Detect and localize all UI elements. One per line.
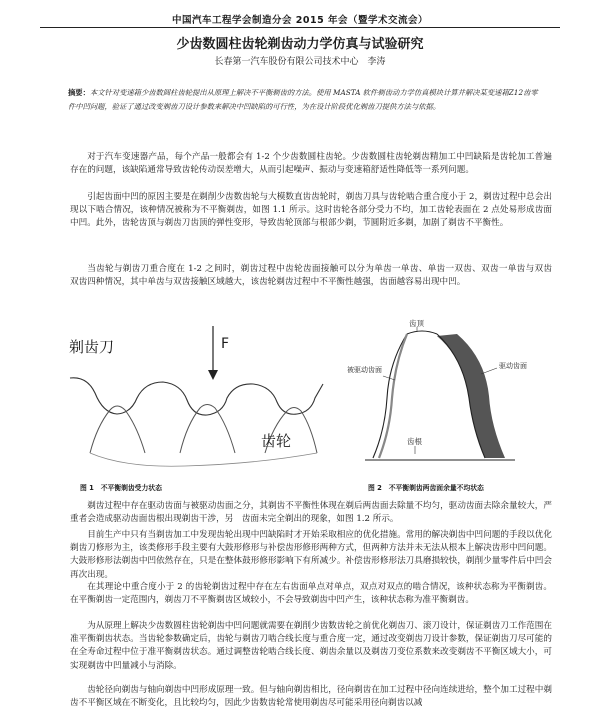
cutter-profile <box>70 378 323 415</box>
figure-2-diagram <box>347 318 527 460</box>
driving-flank-label: 驱动齿面 <box>499 362 527 370</box>
force-arrow-head <box>208 370 218 380</box>
gear-label: 齿轮 <box>261 432 292 450</box>
driving-flank-stock <box>437 334 505 458</box>
figure-svg <box>65 318 560 478</box>
figure-1-diagram <box>69 326 323 466</box>
running-head: 中国汽车工程学会制造分会 2015 年会（暨学术交流会） <box>171 15 429 26</box>
author-line: 长春第一汽车股份有限公司技术中心 李涛 <box>214 57 386 67</box>
figure-1-caption: 图 1 不平衡剃齿受力状态 <box>80 484 162 492</box>
driven-flank-label: 被驱动齿面 <box>347 366 382 374</box>
paper-title: 少齿数圆柱齿轮剃齿动力学仿真与试验研究 <box>176 37 424 52</box>
tooth-tip-outline <box>407 331 437 334</box>
figure-2-caption: 图 2 不平衡剃齿两齿面余量不均状态 <box>368 484 484 492</box>
tooth-left-outline <box>373 334 407 458</box>
body-paragraph-7: 为从原理上解决少齿数圆柱齿轮剃齿中凹问题就需要在剃削少齿数齿轮之前优化剃齿刀、滚刀设计，保证剃齿刀工作范围在准平衡剃齿状态。当齿轮参数确定后，齿轮与剃齿刀啮合线长度与重合度一定，通过改变剃齿刀设计参数，保证剃齿刀尽可能的在全寿命过程中位于准平衡剃齿状态。通过调整齿轮啮合线长度、剃齿余量以及剃齿刀变位系数来改变剃齿不平衡区域大小，可实现剃齿中凹量减小与消除。 <box>70 621 552 671</box>
body-paragraph-6: 在其理论中重合度小于 2 的齿轮剃齿过程中存在左右齿面单点对单点，双点对双点的啮合情况，该种状态称为平衡剃齿。在平衡剃齿一定范围内，剃齿刀不平衡剃齿区域较小，不会导致剃齿中凹产生，该种状态称为准平衡剃齿。 <box>70 582 552 606</box>
body-paragraph-4: 剃齿过程中存在驱动齿面与被驱动齿面之分，其剃齿不平衡性体现在剃后两齿面去除量不均匀，驱动齿面去除余量较大，严重者会造成驱动齿面齿根出现剃齿干涉，另 齿面未完全剃出的现象，如图 1.2 所示。 <box>70 501 552 525</box>
figure-area <box>65 318 560 478</box>
tip-label: 齿顶 <box>409 319 424 328</box>
abstract-text: 本文针对变速箱少齿数圆柱齿轮提出从原理上解决不平衡剃齿的方法。使用 MASTA 软件剃齿动力学仿真模块计算并解决某变速箱Z12齿零件中凹问题，验证了通过改变剃齿刀设计参数来解决中凹缺陷的可行性，为在设计阶段优化剃齿刀提供方法与依据。 <box>68 88 538 111</box>
abstract <box>68 86 540 113</box>
gear-body-outline <box>90 453 317 466</box>
body-paragraph-5: 目前生产中只有当剃齿加工中发现齿轮出现中凹缺陷时才开始采取相应的优化措施。常用的解决剃齿中凹问题的手段以优化剃齿刀修形为主，该类修形手段主要有大鼓形修形与补偿齿形修形两种方式，但两种方法并未无法从根本上解决齿形中凹问题。大鼓形修形法剃齿中凹依然存在，只是在整体鼓形修形影响下有所减少。补偿齿形修形法刀具磨损较快，剃削少量零件后中凹会再次出现。 <box>70 530 552 580</box>
body-paragraph-3: 当齿轮与剃齿刀重合度在 1-2 之间时，剃齿过程中齿轮齿面接触可以分为单齿一单齿、单齿一双齿、双齿一单齿与双齿 双齿四种情况，其中单齿与双齿接触区域越大，该齿轮剃齿过程中不平衡性越强，齿面越容易出现中凹。 <box>70 264 561 288</box>
driven-flank-stock <box>379 334 407 458</box>
body-paragraph-2: 引起齿面中凹的原因主要是在剃削少齿数齿轮与大模数直齿齿轮时，剃齿刀具与齿轮啮合重合度小于 2，剃齿过程中总会出现以下啮合情况，该种情况被称为不平衡剃齿，如图 1.1 所示。这时齿轮各部分受力不均，加工齿轮表面在 2 点处易形成齿面中凹。此外，齿轮齿顶与剃齿刀齿顶的弹性变形，导致齿轮顶部与根部少剃，节圆附近多剃，加剧了剃齿不平衡性。 <box>70 192 552 229</box>
body-paragraph-8: 齿轮径向剃齿与轴向剃齿中凹形成原理一致。但与轴向剃齿相比，径向剃齿在加工过程中径向连续进给，整个加工过程中剃齿不平衡区域在不断变化，且比较均匀，因此少齿数齿轮常使用剃齿尽可能采用径向剃齿以减 <box>70 685 552 708</box>
force-label: F <box>221 336 230 352</box>
driving-leader <box>481 368 497 374</box>
header-rule <box>40 27 560 28</box>
root-label: 齿根 <box>407 437 422 446</box>
abstract-label: 摘要： <box>68 88 90 97</box>
body-paragraph-1: 对于汽车变速器产品，每个产品一般都会有 1-2 个少齿数圆柱齿轮。少齿数圆柱齿轮剃齿精加工中凹缺陷是齿轮加工普遍存在的问题，该缺陷通常导致齿轮传动误差增大，从而引起噪声、振动与变速箱舒适性降低等一系列问题。 <box>70 152 552 176</box>
cutter-label: 剃齿刀 <box>69 338 115 356</box>
